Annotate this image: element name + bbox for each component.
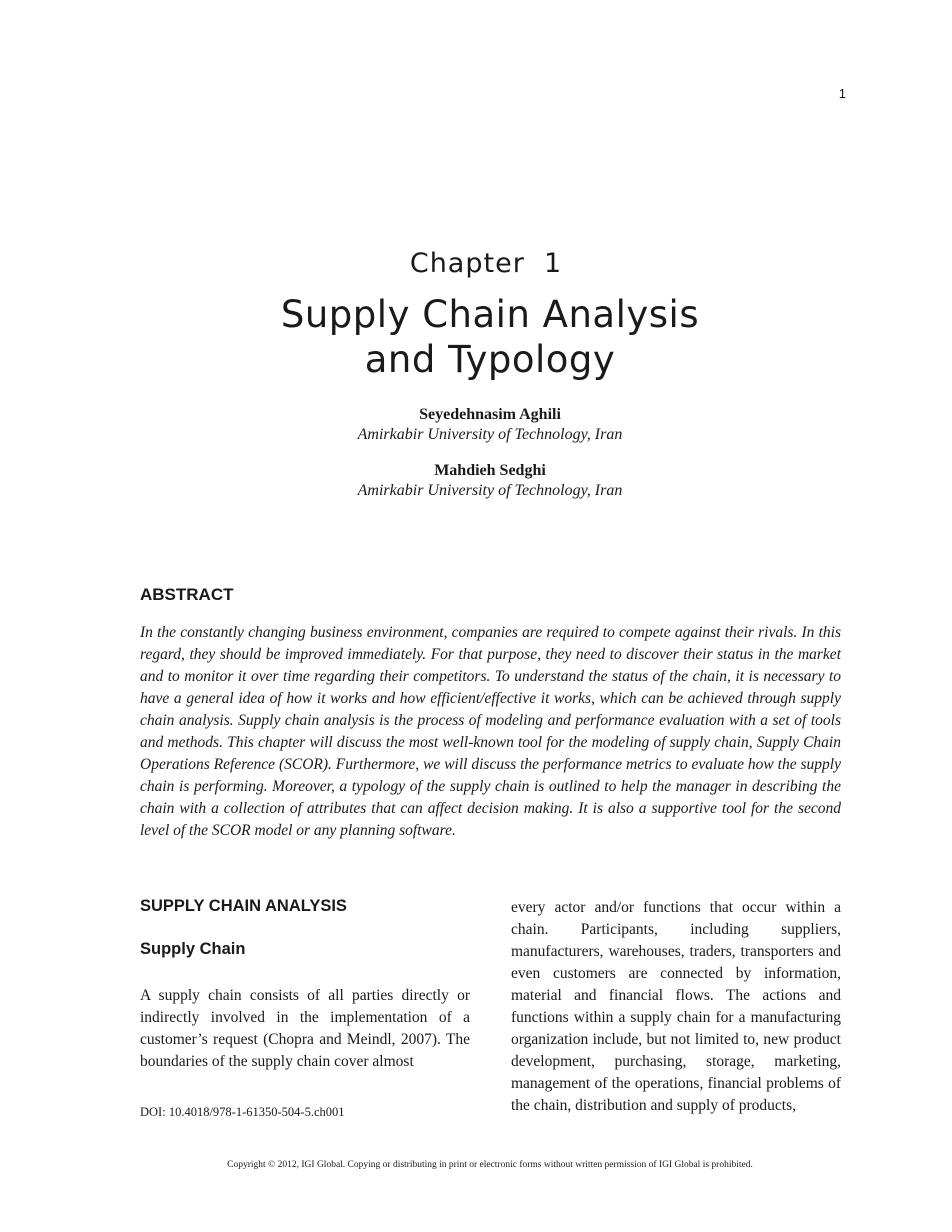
author-name: Mahdieh Sedghi (434, 462, 546, 479)
author-affiliation: Amirkabir University of Technology, Iran (357, 426, 623, 443)
section-heading: SUPPLY CHAIN ANALYSIS (140, 897, 347, 915)
abstract-heading: ABSTRACT (140, 585, 234, 604)
copyright-notice: Copyright © 2012, IGI Global. Copying or distributing in print or electronic forms without written permission of IGI Global is prohibited. (227, 1160, 753, 1170)
abstract-text: In the constantly changing business environment, companies are required to compete against their rivals. In this regard, they should be improved immediately. For that purpose, they need to discover their status in the market and to monitor it over time regarding their competitors. To understand the status of the chain, it is necessary to have a general idea of how it works and how efficient/effective it works, which can be achieved through supply chain analysis. Supply chain analysis is the process of modeling and performance evaluation with a set of tools and methods. This chapter will discuss the most well-known tool for the modeling of supply chain, Supply Chain Operations Reference (SCOR). Furthermore, we will discuss the performance metrics to evaluate how the supply chain is performing. Moreover, a typology of the supply chain is outlined to help the manager in describing the chain with a collection of attributes that can affect decision making. It is also a supportive tool for the second level of the SCOR model or any planning software. (140, 624, 841, 839)
author-block-2 (0, 461, 952, 501)
author-name: Seyedehnasim Aghili (419, 406, 561, 423)
author-block-1 (0, 405, 952, 445)
chapter-title (0, 292, 952, 382)
page-number: 1 (838, 86, 846, 101)
author-affiliation: Amirkabir University of Technology, Iran (357, 482, 623, 499)
subsection-heading: Supply Chain (140, 940, 246, 958)
body-text-right-column: every actor and/or functions that occur within a chain. Participants, including suppliers, manufacturers, warehouses, traders, transporters and even customers are connected by information, material and financial flows. The actions and functions within a supply chain for a manufacturing organization include, but not limited to, new product development, purchasing, storage, marketing, management of the operations, financial problems of the chain, distribution and supply of products, (511, 899, 841, 1114)
chapter-label: Chapter 1 (409, 248, 563, 279)
doi: DOI: 10.4018/978-1-61350-504-5.ch001 (140, 1105, 345, 1119)
chapter-title-line-2: and Typology (364, 338, 616, 381)
body-text-left-column: A supply chain consists of all parties directly or indirectly involved in the implementation of a customer’s request (Chopra and Meindl, 2007). The boundaries of the supply chain cover almost (140, 987, 470, 1070)
chapter-title-line-1: Supply Chain Analysis (280, 293, 700, 336)
